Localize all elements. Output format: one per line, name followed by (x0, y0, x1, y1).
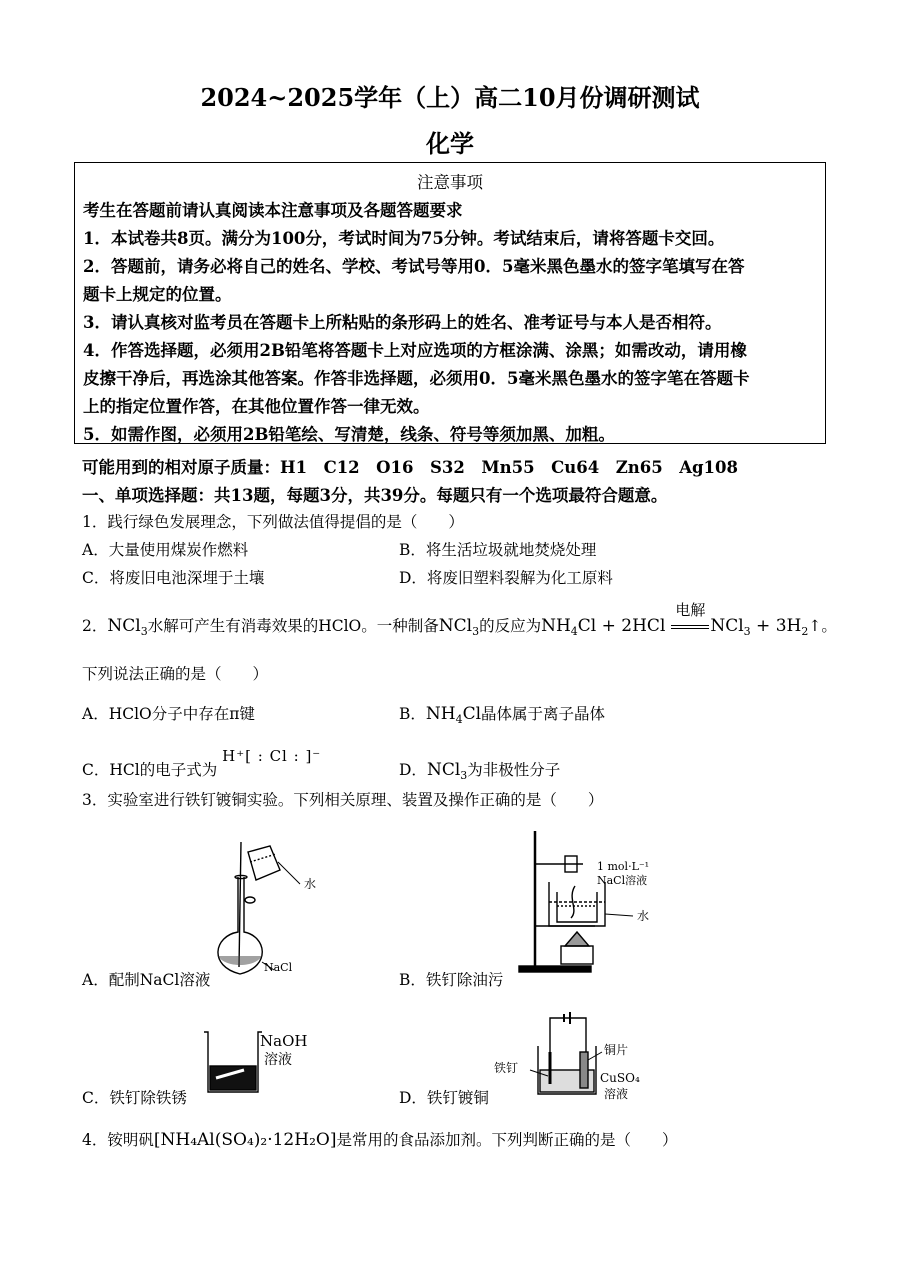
subject-title: 化学 (426, 129, 474, 158)
q1-option-c: C．将废旧电池深埋于土壤 (82, 569, 265, 587)
figure-b-soln-label: NaCl溶液 (597, 874, 648, 887)
notice-item: 上的指定位置作答，在其他位置作答一律无效。 (83, 397, 430, 416)
question-3-stem: 3．实验室进行铁钉镀铜实验。下列相关原理、装置及操作正确的是（ ） (82, 791, 604, 809)
exam-title: 2024~2025学年（上）高二10月份调研测试 (200, 83, 700, 112)
notice-item: 3．请认真核对监考员在答题卡上所粘贴的条形码上的姓名、准考证号与本人是否相符。 (83, 313, 722, 332)
question-2-ask: 下列说法正确的是（ ） (82, 665, 269, 683)
figure-d-cuso4-label: CuSO₄ (600, 1071, 640, 1085)
notice-item: 1．本试卷共8页。满分为100分，考试时间为75分钟。考试结束后，请将答题卡交回。 (83, 229, 725, 248)
figure-a-nacl-label: NaCl (264, 961, 293, 974)
question-2-stem: 2．NCl$_3$水解可产生有消毒效果的HClO。一种制备NCl$_3$的反应为$NH_4Cl + 2HCl$ 电解 $NCl_3 + 3H_2↑$。 (82, 601, 837, 639)
figure-d-soln-label: 溶液 (604, 1087, 629, 1101)
q3-option-b: B．铁钉除油污 (399, 971, 504, 989)
notice-intro: 考生在答题前请认真阅读本注意事项及各题答题要求 (83, 201, 463, 220)
q2-option-c: C．HCl的电子式为 H⁺[ : Cl : ]⁻ (82, 747, 322, 779)
notice-item: 皮擦干净后，再选涂其他答案。作答非选择题，必须用0．5毫米黑色墨水的签字笔在答题卡 (83, 369, 750, 388)
notice-item: 题卡上规定的位置。 (83, 285, 232, 304)
q3-option-a: A．配制NaCl溶液 (82, 971, 211, 989)
figure-b-heating-apparatus (505, 826, 690, 976)
section-heading: 一、单项选择题：共13题，每题3分，共39分。每题只有一个选项最符合题意。 (82, 486, 668, 505)
figure-d-copper-label: 铜片 (604, 1043, 629, 1057)
notice-item: 4．作答选择题，必须用2B铅笔将答题卡上对应选项的方框涂满、涂黑；如需改动，请用橡 (83, 341, 747, 360)
notice-heading: 注意事项 (417, 173, 483, 192)
q1-option-d: D．将废旧塑料裂解为化工原料 (399, 569, 613, 587)
figure-c-naoh-label: NaOH (260, 1032, 308, 1050)
figure-b-water-label: 水 (637, 909, 650, 923)
figure-d-nail-label: 铁钉 (494, 1061, 519, 1075)
reaction-condition: 电解 (670, 617, 710, 635)
figure-c-naoh-beaker (196, 1026, 326, 1098)
q1-option-b: B．将生活垃圾就地焚烧处理 (399, 541, 597, 559)
q2-option-a: A．HClO分子中存在π键 (82, 705, 255, 723)
notice-item: 2．答题前，请务必将自己的姓名、学校、考试号等用0．5毫米黑色墨水的签字笔填写在答 (83, 257, 745, 276)
question-1-stem: 1．践行绿色发展理念，下列做法值得提倡的是（ ） (82, 513, 464, 531)
q2-option-d: D．NCl$_3$为非极性分子 (399, 760, 561, 783)
electron-formula: H⁺[ : Cl : ]⁻ (222, 747, 322, 765)
q3-option-c: C．铁钉除铁锈 (82, 1089, 187, 1107)
q1-option-a: A．大量使用煤炭作燃料 (82, 541, 249, 559)
figure-a-water-label: 水 (304, 877, 317, 891)
figure-d-electroplating (490, 1012, 660, 1104)
notice-item: 5．如需作图，必须用2B铅笔绘、写清楚，线条、符号等须加黑、加粗。 (83, 425, 615, 444)
q2-option-b: B．$NH_4Cl$晶体属于离子晶体 (399, 704, 606, 727)
notice-box (74, 162, 826, 444)
q3-option-d: D．铁钉镀铜 (399, 1089, 489, 1107)
figure-c-soln-label: 溶液 (264, 1052, 292, 1068)
atomic-masses: 可能用到的相对原子质量：H1 C12 O16 S32 Mn55 Cu64 Zn65 Ag108 (82, 458, 738, 477)
question-4-stem: 4．铵明矾[NH₄Al(SO₄)₂·12H₂O]是常用的食品添加剂。下列判断正确的是（ ） (82, 1130, 678, 1150)
figure-b-conc-label: 1 mol·L⁻¹ (597, 860, 650, 873)
figure-a-volumetric-flask (200, 832, 340, 982)
